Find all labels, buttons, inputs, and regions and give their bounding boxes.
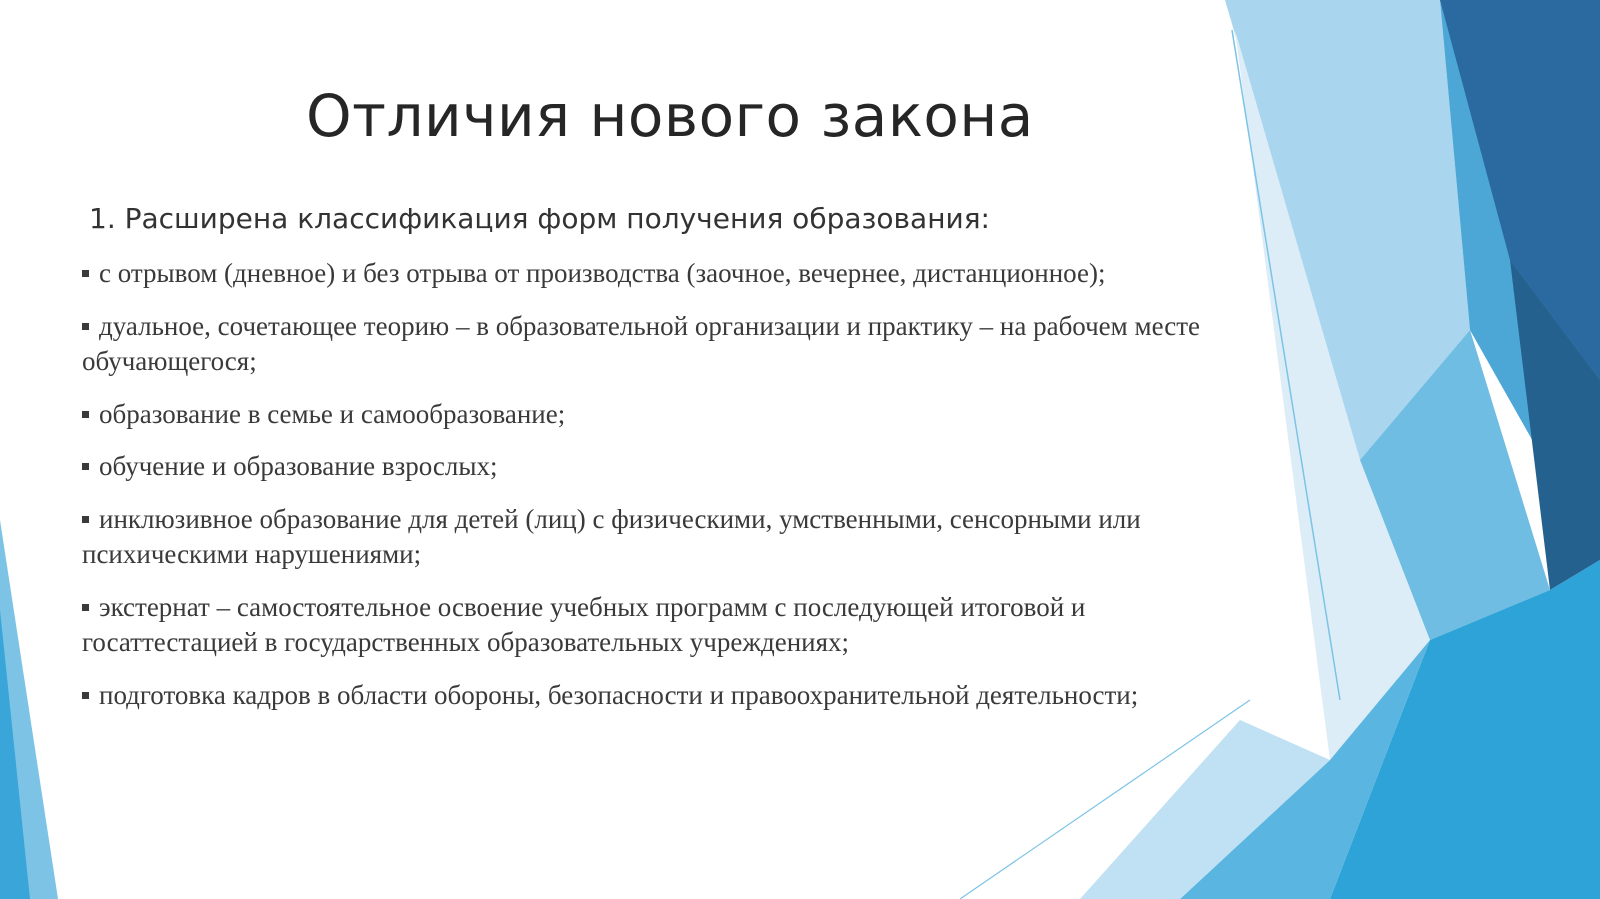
- bullet-text: инклюзивное образование для детей (лиц) с физическими, умственными, сенсорными или психическими нарушениями;: [82, 503, 1141, 569]
- bullet-text: подготовка кадров в области обороны, безопасности и правоохранительной деятельности;: [99, 679, 1139, 710]
- bullet-list: [82, 256, 1262, 730]
- bullet-text: с отрывом (дневное) и без отрыва от производства (заочное, вечернее, дистанционное);: [99, 258, 1106, 288]
- bullet-square-icon: [82, 604, 89, 611]
- bullet-square-icon: [82, 323, 89, 330]
- bullet-item: [82, 678, 1262, 714]
- bullet-square-icon: [82, 692, 89, 699]
- slide-title: Отличия нового закона: [306, 82, 1034, 150]
- bullet-text: образование в семье и самообразование;: [99, 398, 566, 429]
- bullet-square-icon: [82, 516, 89, 523]
- bullet-text: обучение и образование взрослых;: [99, 451, 498, 481]
- subheading: 1. Расширена классификация форм получения образования:: [89, 202, 990, 235]
- bullet-square-icon: [82, 411, 89, 418]
- bullet-item: [82, 502, 1262, 573]
- bullet-text: экстернат – самостоятельное освоение учебных программ с последующей итоговой и госаттестацией в государственных образовательных учреждениях;: [82, 591, 1086, 657]
- bullet-item: [82, 256, 1262, 292]
- bullet-square-icon: [82, 463, 89, 470]
- bullet-item: [82, 397, 1262, 433]
- bullet-item: [82, 590, 1262, 661]
- bullet-item: [82, 449, 1262, 485]
- bullet-square-icon: [82, 270, 89, 277]
- bullet-text: дуальное, сочетающее теорию – в образовательной организации и практику – на рабочем месте обучающегося;: [82, 310, 1201, 376]
- bullet-item: [82, 309, 1262, 380]
